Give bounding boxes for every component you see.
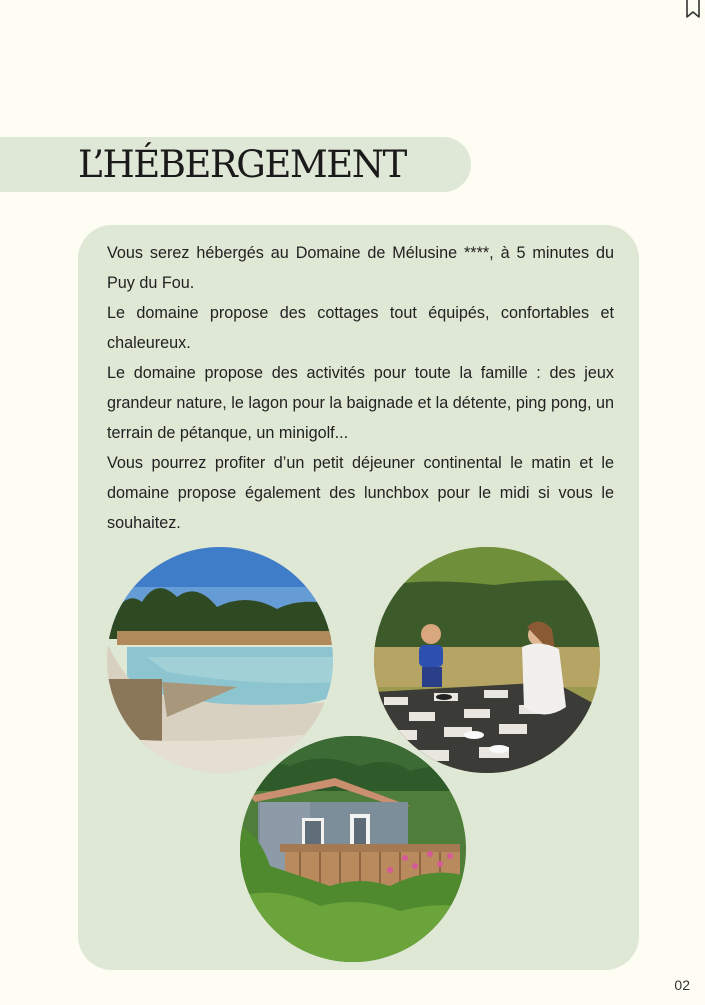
- bookmark-icon[interactable]: [684, 0, 702, 18]
- lagoon-photo: [107, 547, 333, 773]
- paragraph-activities: Le domaine propose des activités pour toute la famille : des jeux grandeur nature, le lagon pour la baignade et la détente, ping pong, un terrain de pétanque, un minigolf...: [107, 364, 614, 442]
- cottage-photo: [240, 736, 466, 962]
- page-title: L’HÉBERGEMENT: [78, 143, 406, 186]
- paragraph-location: Vous serez hébergés au Domaine de Mélusine ****, à 5 minutes du Puy du Fou.: [107, 244, 614, 292]
- paragraph-breakfast: Vous pourrez profiter d’un petit déjeuner continental le matin et le domaine propose également des lunchbox pour le midi si vous le souhaitez.: [107, 454, 614, 532]
- description-text: [107, 238, 614, 538]
- page-number: 02: [674, 977, 690, 993]
- paragraph-cottages: Le domaine propose des cottages tout équipés, confortables et chaleureux.: [107, 304, 614, 352]
- giant-checkers-photo: [374, 547, 600, 773]
